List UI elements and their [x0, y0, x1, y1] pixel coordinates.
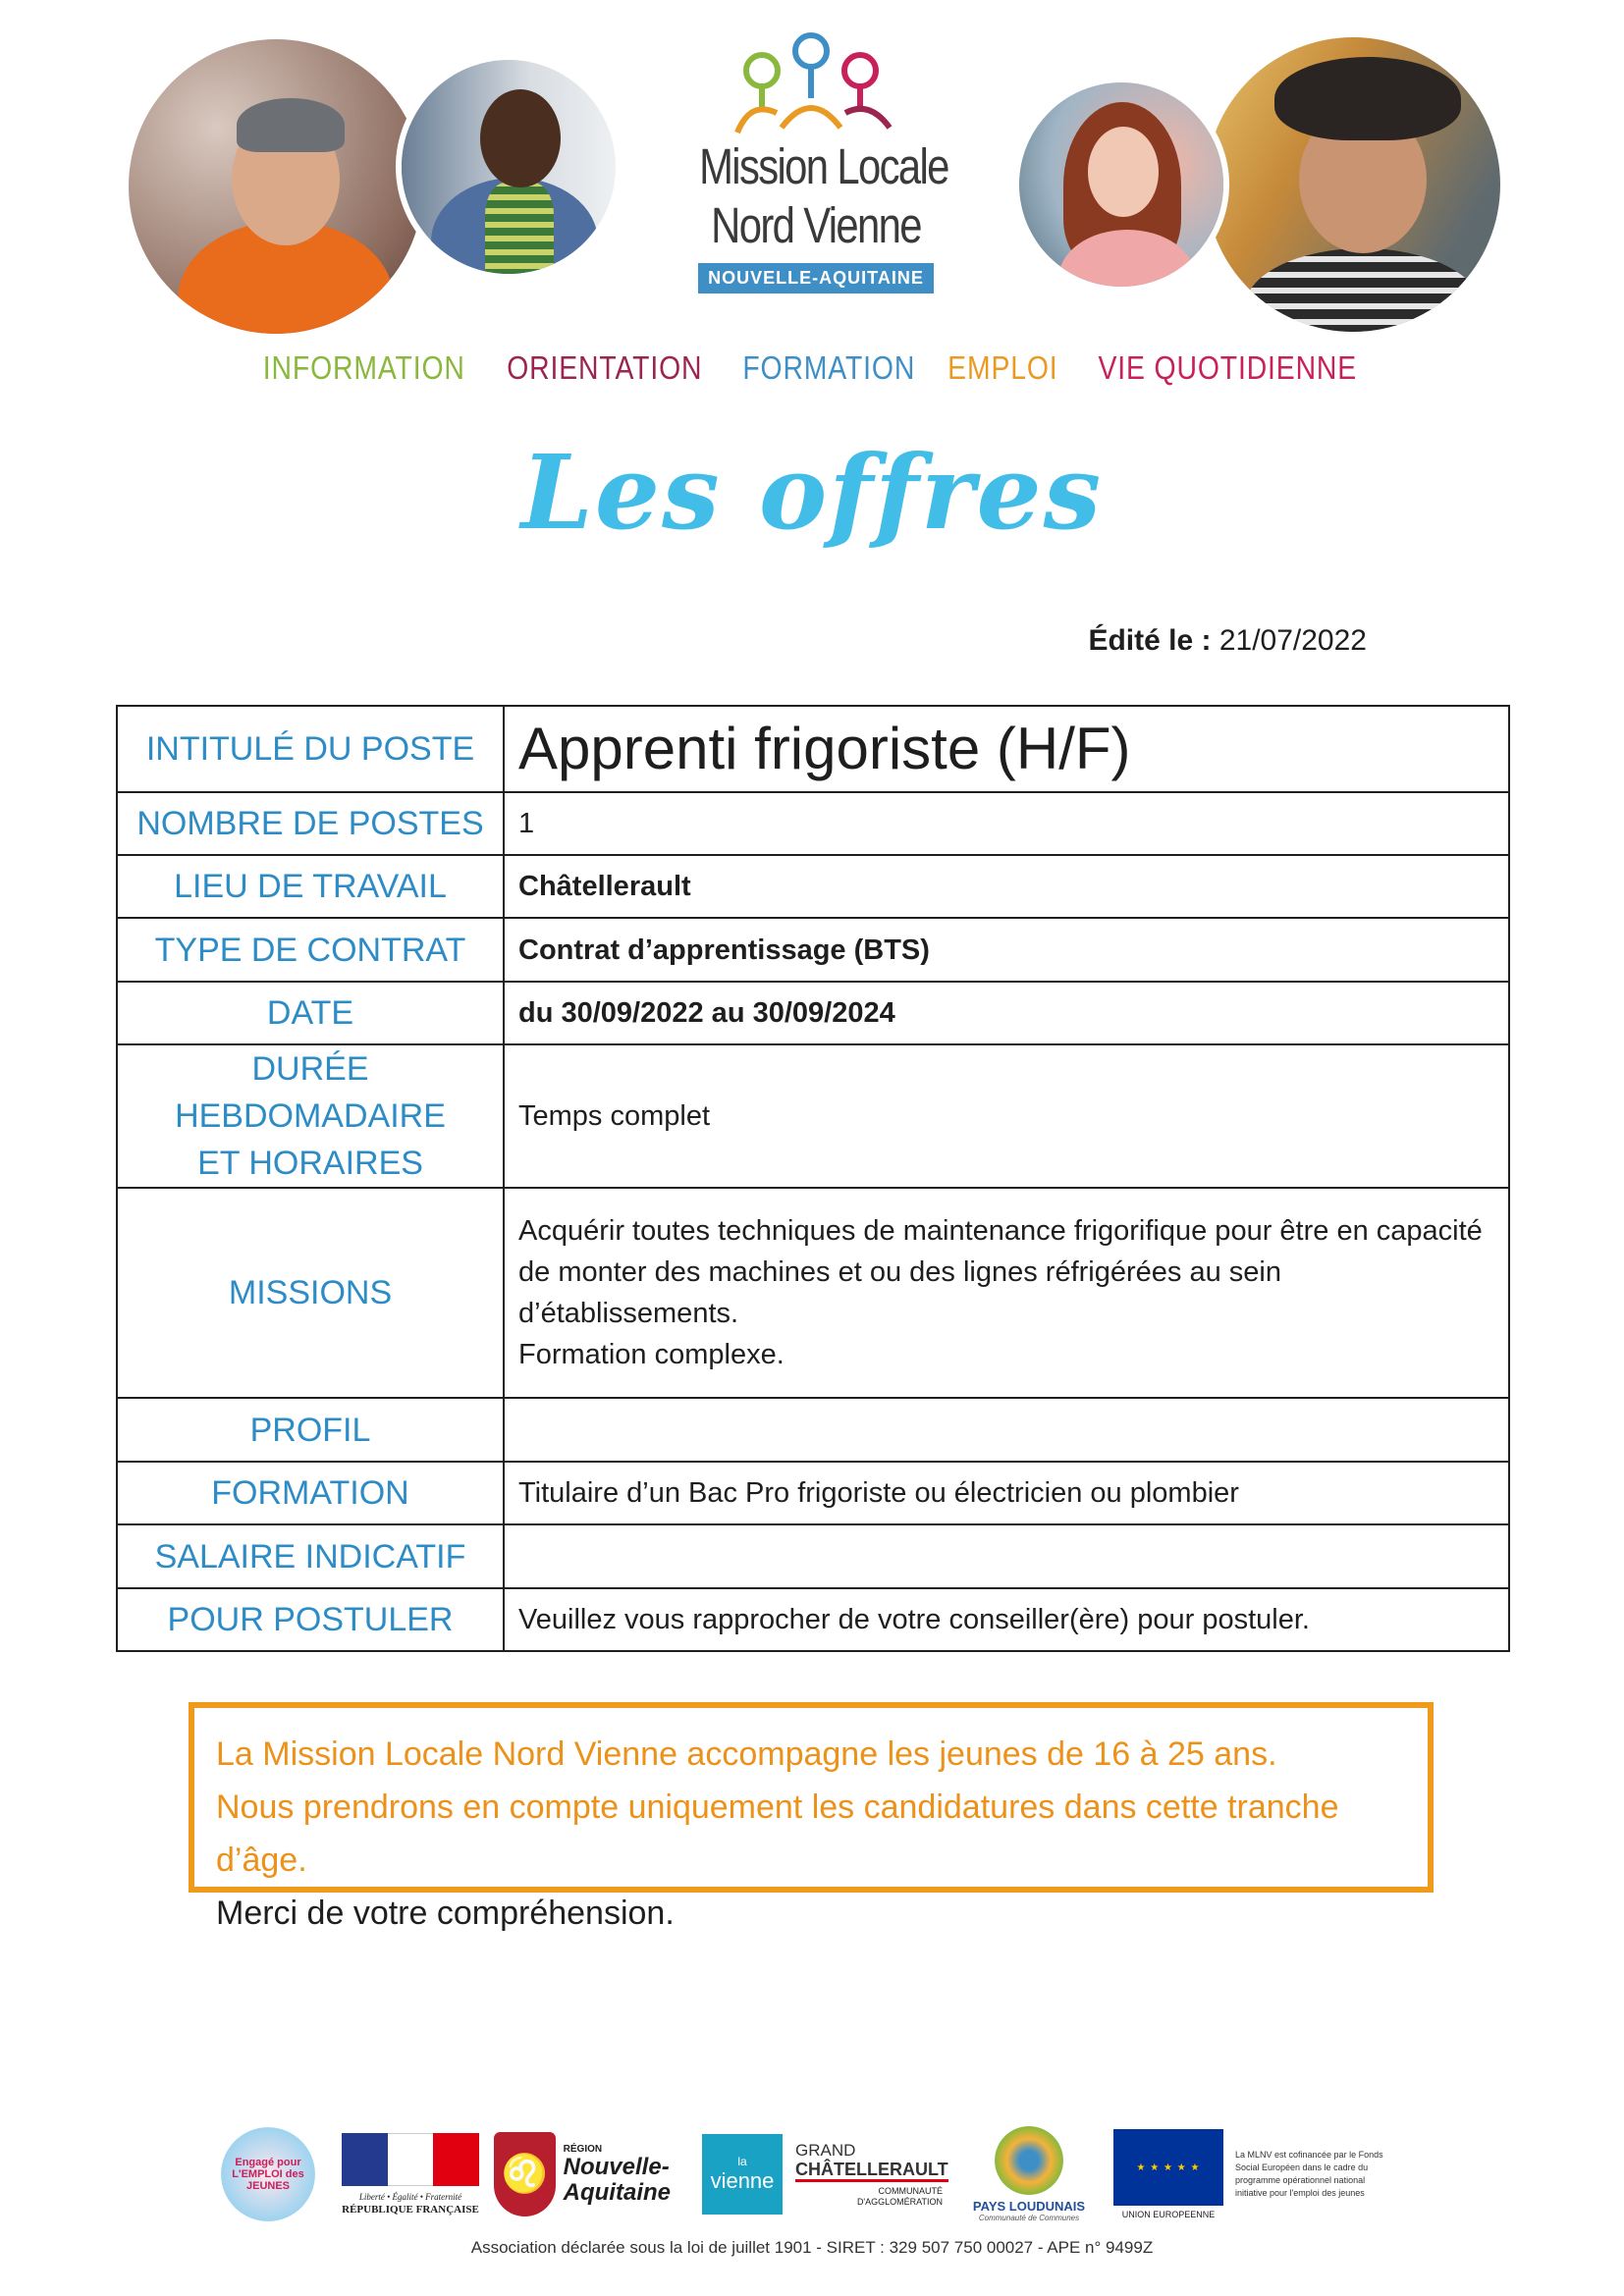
eu-label: UNION EUROPEENNE — [1121, 2210, 1216, 2219]
row-value-salaire — [504, 1524, 1509, 1588]
table-row — [117, 918, 1509, 982]
grand-chatellerault-logo — [795, 2120, 948, 2228]
lion-crest-icon: ♌ — [494, 2132, 556, 2216]
region-nouvelle-aquitaine-logo — [494, 2120, 671, 2228]
engage-emploi-text: Engagé pour L'EMPLOI des JEUNES — [221, 2127, 315, 2221]
missions-line-1: Acquérir toutes techniques de maintenance frigorifique pour être en capacité — [518, 1215, 1483, 1247]
pays-loudunais-logo — [960, 2120, 1098, 2228]
edition-date — [1088, 624, 1367, 658]
age-notice — [189, 1702, 1434, 1932]
loudunais-sub: Communauté de Communes — [978, 2214, 1080, 2222]
theme-vie-quotidienne: VIE QUOTIDIENNE — [1098, 349, 1358, 386]
notice-line-1: La Mission Locale Nord Vienne accompagne les jeunes de 16 à 25 ans. — [216, 1735, 1277, 1773]
marianne-flag-icon — [342, 2133, 479, 2186]
logo-line-2: Nord Vienne — [711, 197, 921, 253]
table-row — [117, 982, 1509, 1044]
table-row — [117, 1462, 1509, 1524]
theme-orientation: ORIENTATION — [507, 349, 703, 386]
table-row — [117, 1588, 1509, 1651]
footer-legal: Association déclarée sous la loi de juillet 1901 - SIRET : 329 507 750 00027 - APE n° 9499Z — [470, 2238, 1154, 2257]
fse-note — [1235, 2120, 1392, 2228]
row-label-contrat: TYPE DE CONTRAT — [117, 918, 504, 982]
notice-line-2: Nous prendrons en compte uniquement les candidatures dans cette tranche d’âge. — [216, 1789, 1339, 1879]
eu-flag-icon: ★ ★ ★ ★ ★ — [1113, 2129, 1223, 2206]
gc-line-1: GRAND — [795, 2140, 856, 2160]
gc-line-4: D'AGGLOMÉRATION — [856, 2196, 943, 2207]
region-name-1: Nouvelle- — [563, 2153, 670, 2180]
edition-date-value: 21/07/2022 — [1218, 624, 1367, 657]
page-title: Les offres — [520, 432, 1104, 553]
row-value-date: du 30/09/2022 au 30/09/2024 — [504, 982, 1509, 1044]
theme-information: INFORMATION — [262, 349, 465, 386]
row-label-date: DATE — [117, 982, 504, 1044]
row-label-postuler: POUR POSTULER — [117, 1588, 504, 1651]
row-label-intitule: INTITULÉ DU POSTE — [117, 706, 504, 792]
row-value-formation: Titulaire d’un Bac Pro frigoriste ou électricien ou plombier — [504, 1462, 1509, 1524]
people-icon — [723, 29, 909, 137]
row-label-salaire: SALAIRE INDICATIF — [117, 1524, 504, 1588]
offer-table — [116, 705, 1510, 1652]
fse-text: La MLNV est cofinancée par le Fonds Social Européen dans le cadre du programme opérationnel national initiative pour l'emploi des jeunes — [1235, 2150, 1383, 2198]
row-label-lieu: LIEU DE TRAVAIL — [117, 855, 504, 918]
row-value-postuler: Veuillez vous rapprocher de votre conseiller(ère) pour postuler. — [504, 1588, 1509, 1651]
gc-line-2: CHÂTELLERAULT — [795, 2160, 948, 2182]
region-small-label: RÉGION — [563, 2143, 603, 2155]
partner-logos — [214, 2120, 1392, 2228]
vienne-departement-logo — [702, 2120, 783, 2228]
youth-photo-2 — [396, 54, 622, 280]
row-value-missions — [504, 1188, 1509, 1398]
row-label-missions: MISSIONS — [117, 1188, 504, 1398]
row-value-lieu: Châtellerault — [504, 855, 1509, 918]
mission-locale-logo — [674, 29, 958, 294]
theme-emploi: EMPLOI — [947, 349, 1058, 386]
table-row — [117, 706, 1509, 792]
table-row — [117, 1398, 1509, 1462]
theme-formation: FORMATION — [741, 349, 915, 386]
row-value-duree: Temps complet — [504, 1044, 1509, 1188]
edition-date-label: Édité le : — [1088, 624, 1212, 657]
missions-line-2: de monter des machines et ou des lignes réfrigérées au sein d’établissements. — [518, 1256, 1281, 1329]
row-label-duree-line1: DURÉE HEBDOMADAIRE — [175, 1050, 446, 1135]
logo-line-1: Mission Locale — [699, 138, 948, 194]
row-value-intitule: Apprenti frigoriste (H/F) — [504, 706, 1509, 792]
youth-photo-3 — [1013, 77, 1229, 293]
gc-line-3: COMMUNAUTÉ — [878, 2185, 943, 2196]
themes-bar — [0, 349, 1624, 387]
region-name-2: Aquitaine — [563, 2178, 671, 2206]
row-label-formation: FORMATION — [117, 1462, 504, 1524]
engage-emploi-logo — [214, 2120, 322, 2228]
table-row — [117, 1188, 1509, 1398]
rf-motto: Liberté • Égalité • Fraternité — [358, 2192, 462, 2202]
loudunais-name: PAYS LOUDUNAIS — [972, 2199, 1086, 2214]
row-label-duree-line2: ET HORAIRES — [197, 1145, 423, 1182]
youth-photo-4 — [1206, 37, 1500, 332]
sun-icon — [995, 2126, 1063, 2195]
vienne-label: vienne — [710, 2168, 775, 2193]
row-value-contrat: Contrat d’apprentissage (BTS) — [504, 918, 1509, 982]
row-label-nombre: NOMBRE DE POSTES — [117, 792, 504, 855]
row-value-profil — [504, 1398, 1509, 1462]
row-value-nombre: 1 — [504, 792, 1509, 855]
rf-name: RÉPUBLIQUE FRANÇAISE — [342, 2204, 479, 2216]
table-row — [117, 792, 1509, 855]
republique-francaise-logo — [337, 2120, 484, 2228]
table-row — [117, 1524, 1509, 1588]
table-row — [117, 1044, 1509, 1188]
table-row — [117, 855, 1509, 918]
vienne-small: la — [737, 2155, 747, 2168]
youth-photo-1 — [129, 39, 423, 334]
logo-region-band: NOUVELLE-AQUITAINE — [698, 263, 934, 294]
row-label-duree — [117, 1044, 504, 1188]
row-label-profil: PROFIL — [117, 1398, 504, 1462]
union-europeenne-logo — [1110, 2120, 1227, 2228]
missions-line-3: Formation complexe. — [518, 1339, 785, 1370]
notice-line-3: Merci de votre compréhension. — [216, 1895, 675, 1932]
